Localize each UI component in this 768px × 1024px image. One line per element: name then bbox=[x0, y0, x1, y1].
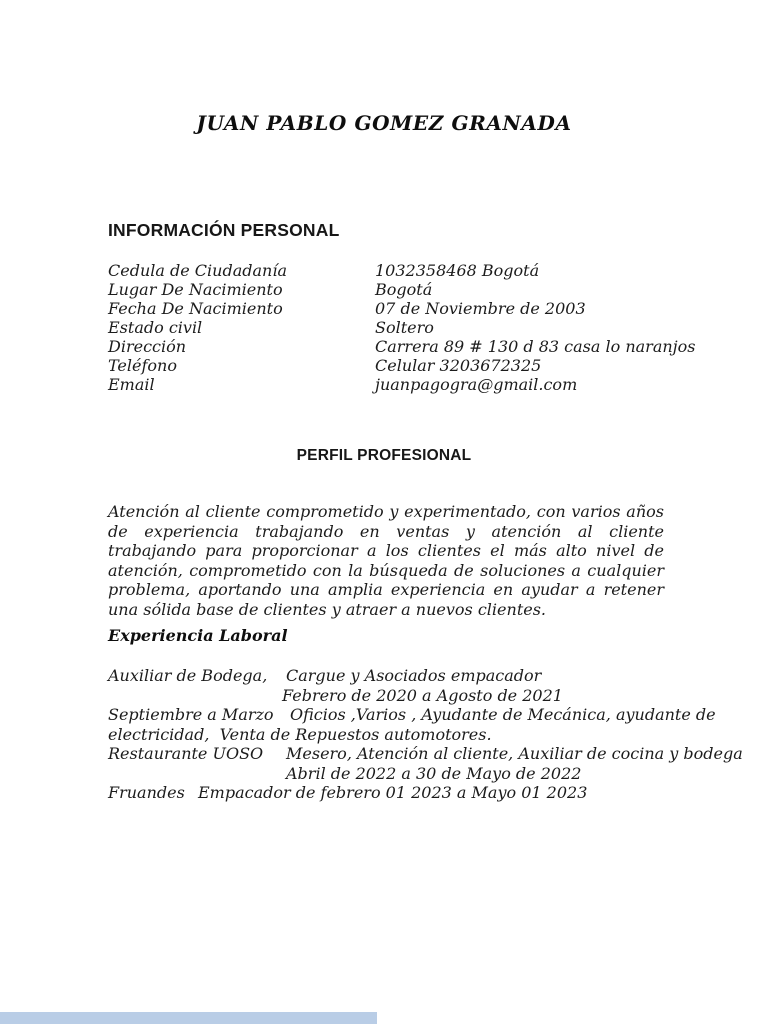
experience-line bbox=[108, 744, 743, 764]
personal-info-row bbox=[108, 261, 688, 280]
experience-line bbox=[108, 686, 728, 706]
info-value: Carrera 89 # 130 d 83 casa lo naranjos bbox=[375, 337, 696, 356]
info-label: Cedula de Ciudadanía bbox=[108, 261, 287, 280]
info-label: Lugar De Nacimiento bbox=[108, 280, 283, 299]
info-value: 1032358468 Bogotá bbox=[375, 261, 540, 280]
personal-info-row bbox=[108, 318, 688, 337]
experience-heading: Experiencia Laboral bbox=[108, 626, 288, 645]
personal-info-row bbox=[108, 299, 688, 318]
info-value: Soltero bbox=[375, 318, 434, 337]
experience-block bbox=[108, 666, 743, 803]
info-label: Email bbox=[108, 375, 155, 394]
experience-text: Empacador de febrero 01 2023 a Mayo 01 2023 bbox=[198, 783, 588, 802]
personal-info-heading: INFORMACIÓN PERSONAL bbox=[108, 220, 340, 240]
personal-info-row bbox=[108, 356, 688, 375]
profile-heading: PERFIL PROFESIONAL bbox=[296, 447, 472, 464]
personal-info-row bbox=[108, 337, 696, 356]
info-value: Bogotá bbox=[375, 280, 433, 299]
experience-text: electricidad, Venta de Repuestos automotores. bbox=[108, 724, 492, 744]
info-label: Estado civil bbox=[108, 318, 203, 337]
footer-accent-bar bbox=[0, 1012, 377, 1024]
document-title: JUAN PABLO GOMEZ GRANADA bbox=[196, 111, 572, 135]
experience-text: Febrero de 2020 a Agosto de 2021 bbox=[282, 685, 563, 705]
experience-text: Abril de 2022 a 30 de Mayo de 2022 bbox=[286, 763, 582, 783]
experience-text: Auxiliar de Bodega, bbox=[108, 666, 268, 685]
info-value: 07 de Noviembre de 2003 bbox=[375, 299, 586, 318]
info-value: Celular 3203672325 bbox=[375, 356, 542, 375]
experience-text: Oficios ,Varios , Ayudante de Mecánica, ayudante de bbox=[290, 705, 716, 724]
experience-line bbox=[108, 764, 728, 784]
profile-paragraph: Atención al cliente comprometido y experimentado, con varios años de experiencia trabajando en ventas y atención al cliente trabajando para proporcionar a los clientes el más alto nivel de atención, comprometido con la búsqueda de soluciones a cualquier problema, aportando una amplia experiencia en ayudar a retener una sólida base de clientes y atraer a nuevos clientes. bbox=[108, 502, 664, 619]
experience-text: Cargue y Asociados empacador bbox=[286, 666, 542, 685]
info-label: Fecha De Nacimiento bbox=[108, 299, 283, 318]
experience-line bbox=[108, 666, 728, 686]
experience-line bbox=[108, 705, 728, 725]
personal-info-row bbox=[108, 280, 688, 299]
experience-text: Restaurante UOSO bbox=[108, 744, 264, 763]
experience-line bbox=[108, 783, 728, 803]
info-label: Dirección bbox=[108, 337, 187, 356]
personal-info-table bbox=[108, 261, 696, 394]
experience-line bbox=[108, 725, 728, 745]
experience-text: Septiembre a Marzo bbox=[108, 705, 274, 724]
info-label: Teléfono bbox=[108, 356, 177, 375]
personal-info-row bbox=[108, 375, 688, 394]
experience-text: Mesero, Atención al cliente, Auxiliar de cocina y bodega bbox=[286, 744, 743, 763]
info-value: juanpagogra@gmail.com bbox=[375, 375, 578, 394]
experience-text: Fruandes bbox=[108, 783, 185, 802]
